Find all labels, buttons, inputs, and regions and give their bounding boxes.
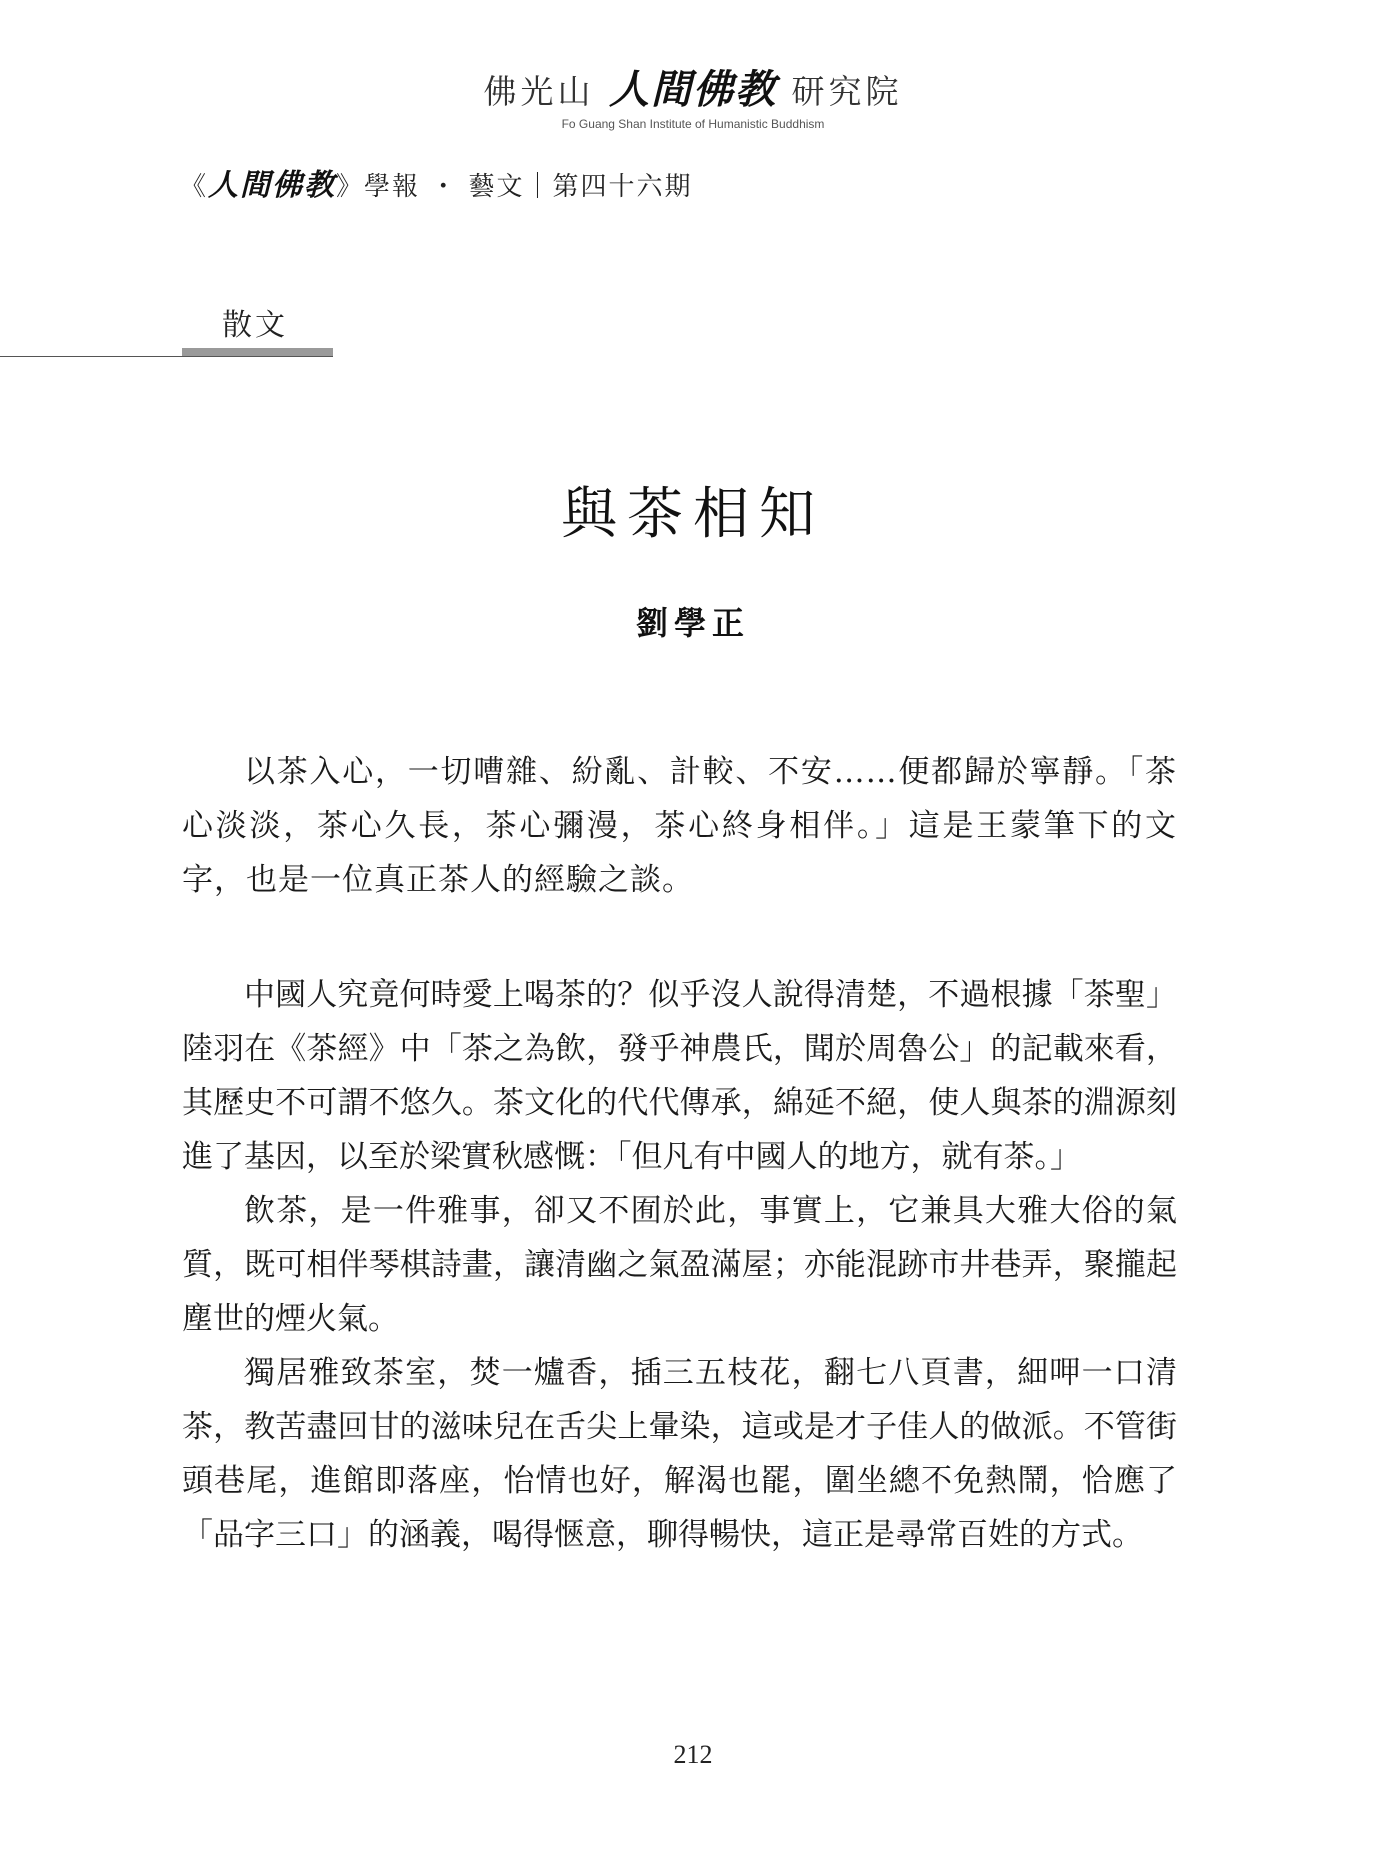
body-paragraph-1: 中國人究竟何時愛上喝茶的？似乎沒人說得清楚，不過根據「茶聖」陸羽在《茶經》中「茶之為飲，發乎神農氏，聞於周魯公」的記載來看，其歷史不可謂不悠久。茶文化的代代傳承，綿延不絕，使人與茶的淵源刻進了基因，以至於梁實秋感慨：「但凡有中國人的地方，就有茶。」 bbox=[182, 977, 1177, 1175]
institute-name bbox=[0, 58, 1386, 115]
article-title: 與茶相知 bbox=[561, 482, 825, 547]
institute-suffix: 研究院 bbox=[791, 72, 903, 111]
section-divider-line bbox=[0, 356, 333, 357]
institute-header bbox=[0, 58, 1386, 131]
intro-paragraph: 以茶入心，一切嘈雜、紛亂、計較、不安……便都歸於寧靜。「茶心淡淡，茶心久長，茶心彌漫，茶心終身相伴。」這是王蒙筆下的文字，也是一位真正茶人的經驗之談。 bbox=[182, 754, 1177, 898]
journal-issue: 》學報 ・ 藝文｜第四十六期 bbox=[336, 172, 693, 202]
section-label: 散文 bbox=[222, 308, 288, 343]
article-body bbox=[182, 968, 1177, 1562]
body-paragraph-3: 獨居雅致茶室，焚一爐香，插三五枝花，翻七八頁書，細呷一口清茶，教苦盡回甘的滋味兒在舌尖上暈染，這或是才子佳人的做派。不管街頭巷尾，進館即落座，怡情也好，解渴也罷，圍坐總不免熱鬧，恰應了「品字三口」的涵義，喝得愜意，聊得暢快，這正是尋常百姓的方式。 bbox=[182, 1355, 1177, 1553]
journal-header bbox=[180, 160, 693, 204]
body-paragraph-2: 飲茶，是一件雅事，卻又不囿於此，事實上，它兼具大雅大俗的氣質，既可相伴琴棋詩畫，讓清幽之氣盈滿屋；亦能混跡市井巷弄，聚攏起塵世的煙火氣。 bbox=[182, 1193, 1177, 1337]
page-number: 212 bbox=[673, 1740, 713, 1769]
journal-logo: 人間佛教 bbox=[208, 168, 337, 203]
institute-logo: 人間佛教 bbox=[609, 67, 777, 113]
journal-open-bracket: 《 bbox=[180, 172, 209, 202]
section-divider-bar bbox=[182, 348, 333, 356]
intro-block bbox=[182, 745, 1177, 907]
institute-prefix: 佛光山 bbox=[483, 72, 595, 111]
article-author: 劉學正 bbox=[635, 604, 750, 642]
institute-english-name: Fo Guang Shan Institute of Humanistic Buddhism bbox=[561, 117, 825, 131]
